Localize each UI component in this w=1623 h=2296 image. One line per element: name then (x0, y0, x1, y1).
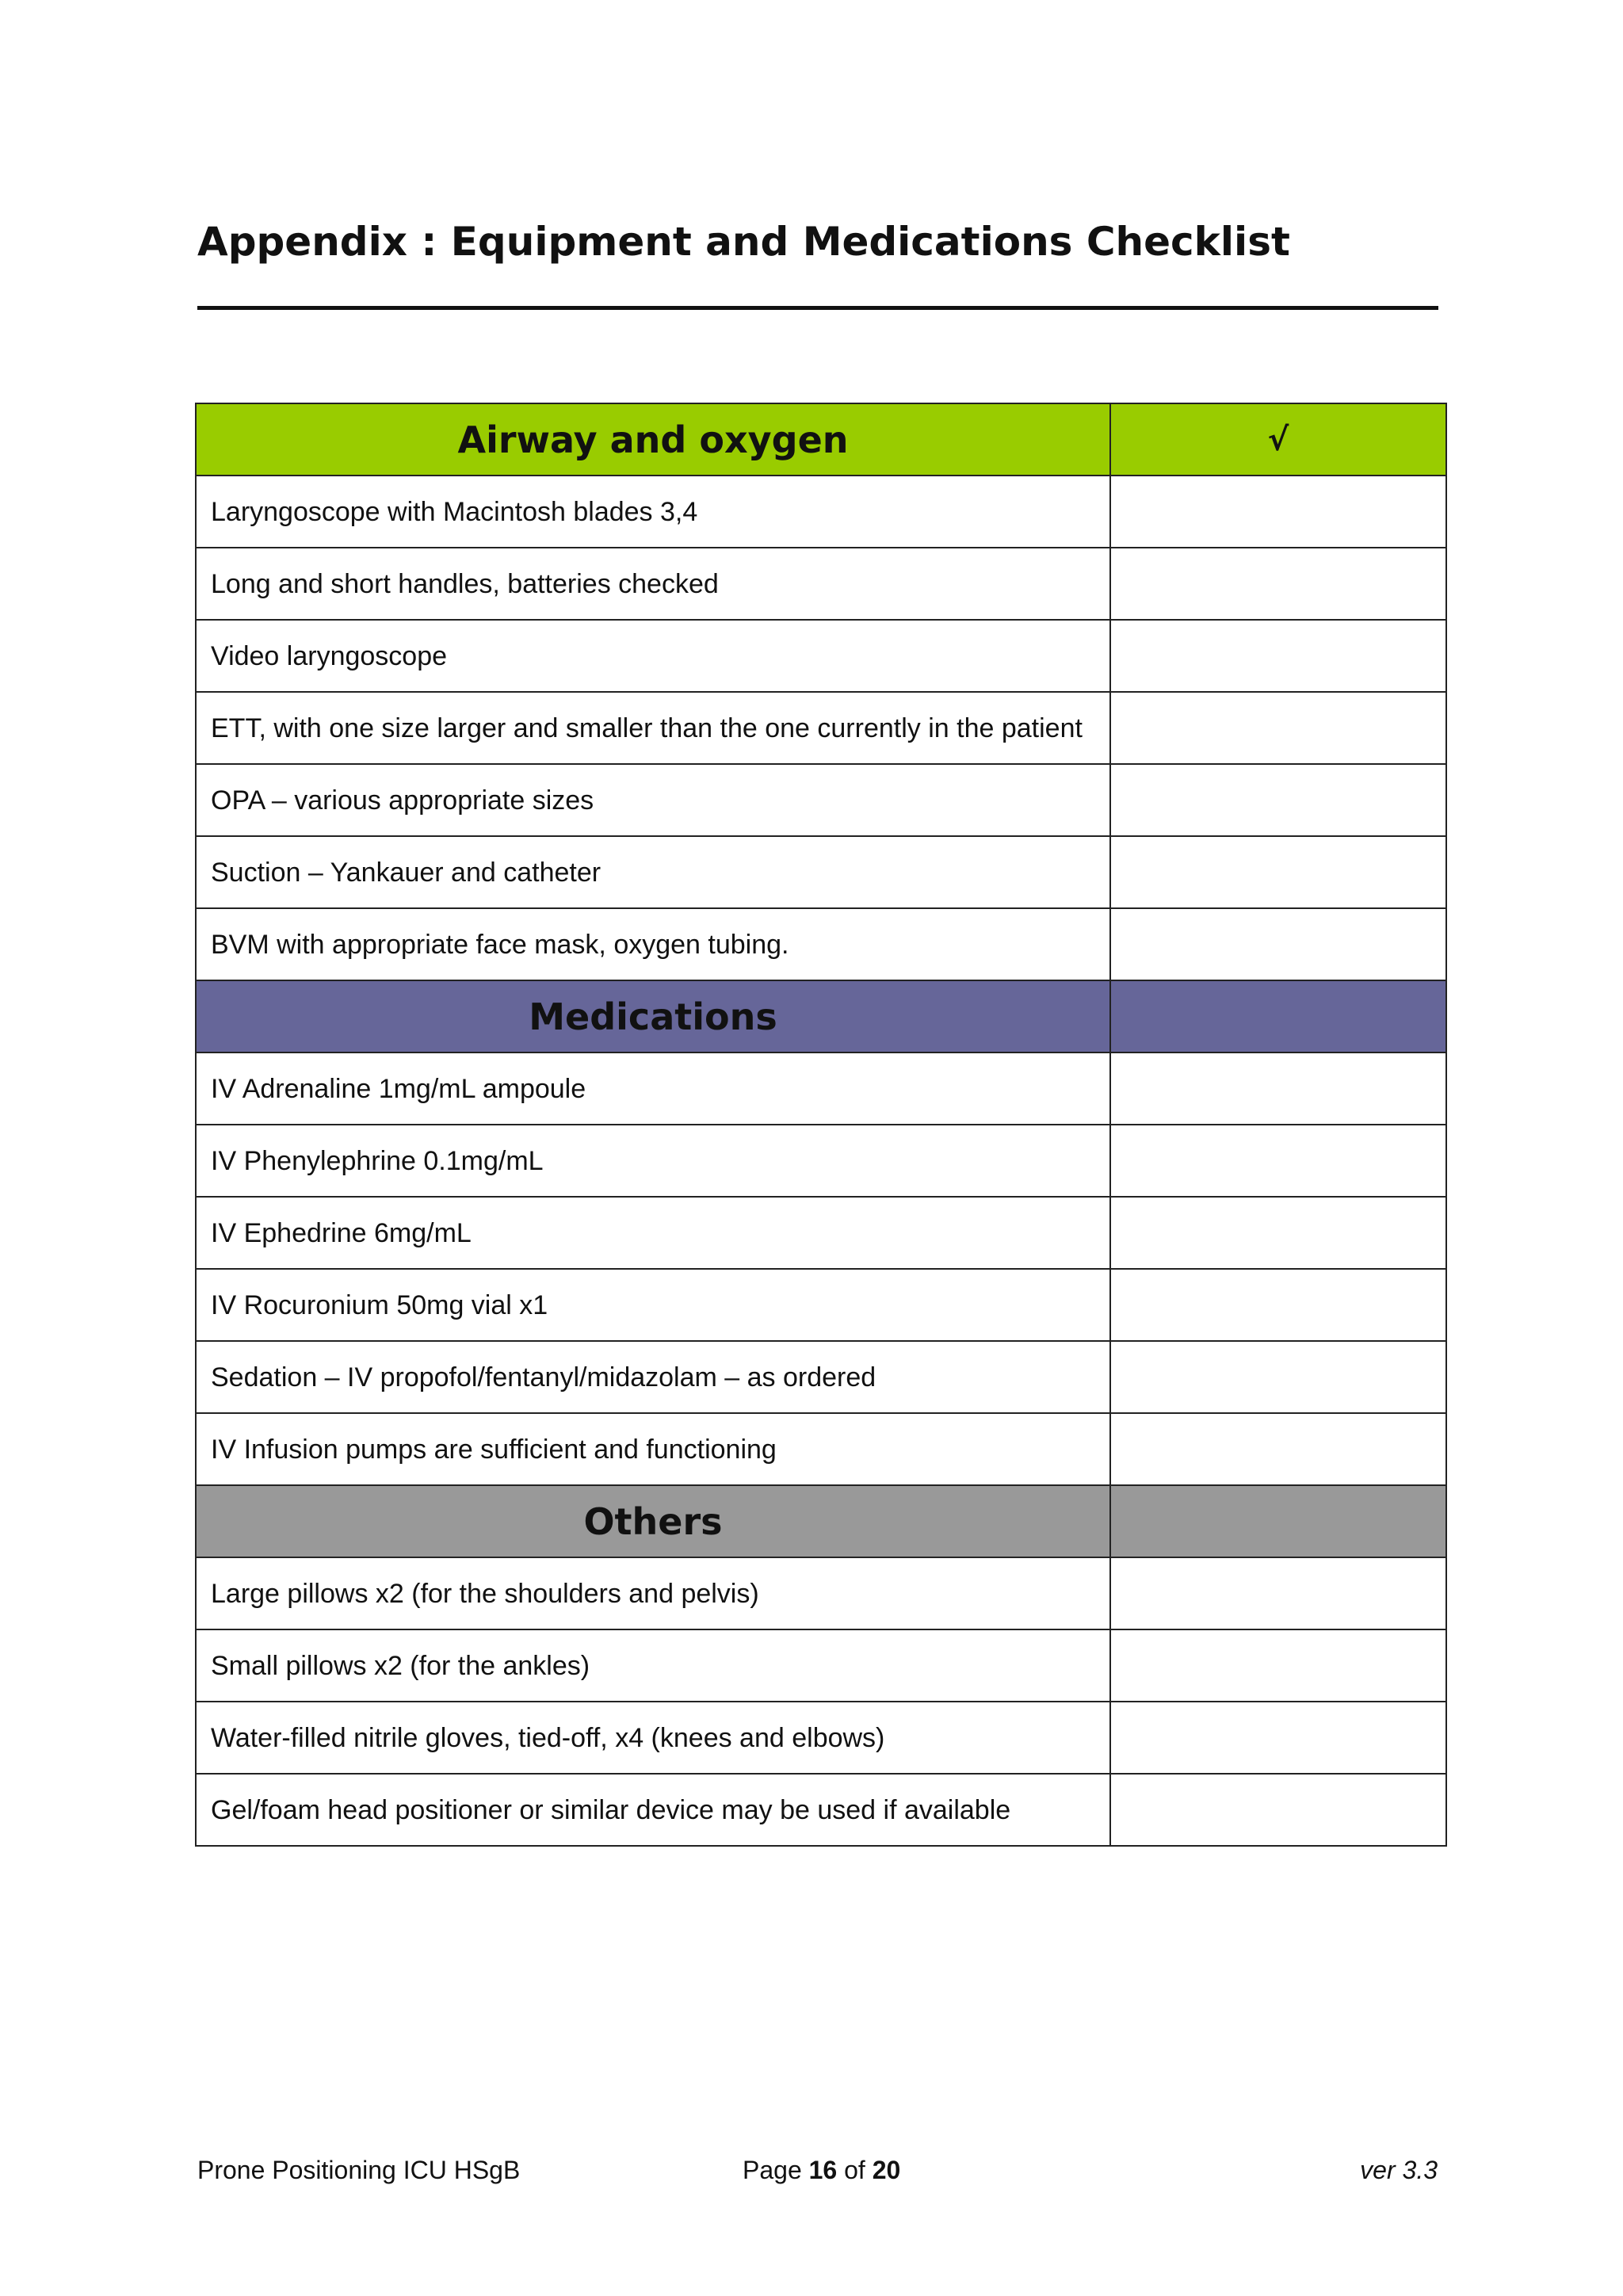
section-header-row (196, 1485, 1446, 1557)
section-title: Others (196, 1485, 1110, 1557)
checklist-row (196, 692, 1446, 764)
checklist-check-cell[interactable] (1110, 620, 1446, 692)
checklist-row (196, 1269, 1446, 1341)
checklist-check-cell[interactable] (1110, 1269, 1446, 1341)
checklist-item-label: Suction – Yankauer and catheter (196, 836, 1110, 908)
checklist-check-cell[interactable] (1110, 1629, 1446, 1702)
checklist-check-cell[interactable] (1110, 1341, 1446, 1413)
checklist-item-label: Sedation – IV propofol/fentanyl/midazolam – as ordered (196, 1341, 1110, 1413)
checklist-check-cell[interactable] (1110, 764, 1446, 836)
checklist-check-cell[interactable] (1110, 1125, 1446, 1197)
checklist-item-label: IV Rocuronium 50mg vial x1 (196, 1269, 1110, 1341)
checklist-row (196, 908, 1446, 980)
checklist-item-label: IV Ephedrine 6mg/mL (196, 1197, 1110, 1269)
footer-page-prefix: Page (743, 2156, 802, 2184)
section-header-row (196, 980, 1446, 1052)
page-title: Appendix : Equipment and Medications Checklist (197, 219, 1290, 265)
footer-page-current: 16 (808, 2156, 838, 2184)
checklist-row (196, 1702, 1446, 1774)
checklist-check-cell[interactable] (1110, 1774, 1446, 1846)
checklist-item-label: BVM with appropriate face mask, oxygen tubing. (196, 908, 1110, 980)
checklist-item-label: Long and short handles, batteries checked (196, 548, 1110, 620)
checklist-item-label: ETT, with one size larger and smaller than the one currently in the patient (196, 692, 1110, 764)
checklist-row (196, 1629, 1446, 1702)
section-check-header: √ (1110, 403, 1446, 476)
checklist-row (196, 1125, 1446, 1197)
checklist-check-cell[interactable] (1110, 548, 1446, 620)
checklist-row (196, 1197, 1446, 1269)
checklist-check-cell[interactable] (1110, 836, 1446, 908)
checklist-table (195, 403, 1447, 1847)
checklist-item-label: Laryngoscope with Macintosh blades 3,4 (196, 476, 1110, 548)
checklist-row (196, 1052, 1446, 1125)
section-check-header (1110, 1485, 1446, 1557)
title-divider (197, 306, 1438, 310)
section-header-row (196, 403, 1446, 476)
footer-page-total: 20 (872, 2156, 901, 2184)
footer-document-name: Prone Positioning ICU HSgB (197, 2156, 521, 2184)
checklist-body (196, 403, 1446, 1846)
checklist-row (196, 1341, 1446, 1413)
section-check-header (1110, 980, 1446, 1052)
footer-page-number (743, 2156, 900, 2185)
section-title: Airway and oxygen (196, 403, 1110, 476)
checklist-check-cell[interactable] (1110, 476, 1446, 548)
checklist-row (196, 1557, 1446, 1629)
checklist-check-cell[interactable] (1110, 1052, 1446, 1125)
checklist-check-cell[interactable] (1110, 1197, 1446, 1269)
checklist-item-label: Large pillows x2 (for the shoulders and pelvis) (196, 1557, 1110, 1629)
checklist-row (196, 620, 1446, 692)
checklist-item-label: IV Phenylephrine 0.1mg/mL (196, 1125, 1110, 1197)
checklist-item-label: Video laryngoscope (196, 620, 1110, 692)
checklist-row (196, 836, 1446, 908)
footer-page-of: of (844, 2156, 865, 2184)
checklist-row (196, 764, 1446, 836)
footer-version: ver 3.3 (1360, 2156, 1438, 2184)
checklist-row (196, 1413, 1446, 1485)
checklist-item-label: OPA – various appropriate sizes (196, 764, 1110, 836)
checklist-check-cell[interactable] (1110, 692, 1446, 764)
checklist-check-cell[interactable] (1110, 908, 1446, 980)
checklist-check-cell[interactable] (1110, 1413, 1446, 1485)
section-title: Medications (196, 980, 1110, 1052)
checklist-item-label: Gel/foam head positioner or similar device may be used if available (196, 1774, 1110, 1846)
checklist-row (196, 1774, 1446, 1846)
checklist-item-label: Water-filled nitrile gloves, tied-off, x4 (knees and elbows) (196, 1702, 1110, 1774)
checklist-row (196, 476, 1446, 548)
checklist-row (196, 548, 1446, 620)
checklist-check-cell[interactable] (1110, 1702, 1446, 1774)
checklist-item-label: Small pillows x2 (for the ankles) (196, 1629, 1110, 1702)
checklist-item-label: IV Infusion pumps are sufficient and functioning (196, 1413, 1110, 1485)
checklist-check-cell[interactable] (1110, 1557, 1446, 1629)
checklist-item-label: IV Adrenaline 1mg/mL ampoule (196, 1052, 1110, 1125)
